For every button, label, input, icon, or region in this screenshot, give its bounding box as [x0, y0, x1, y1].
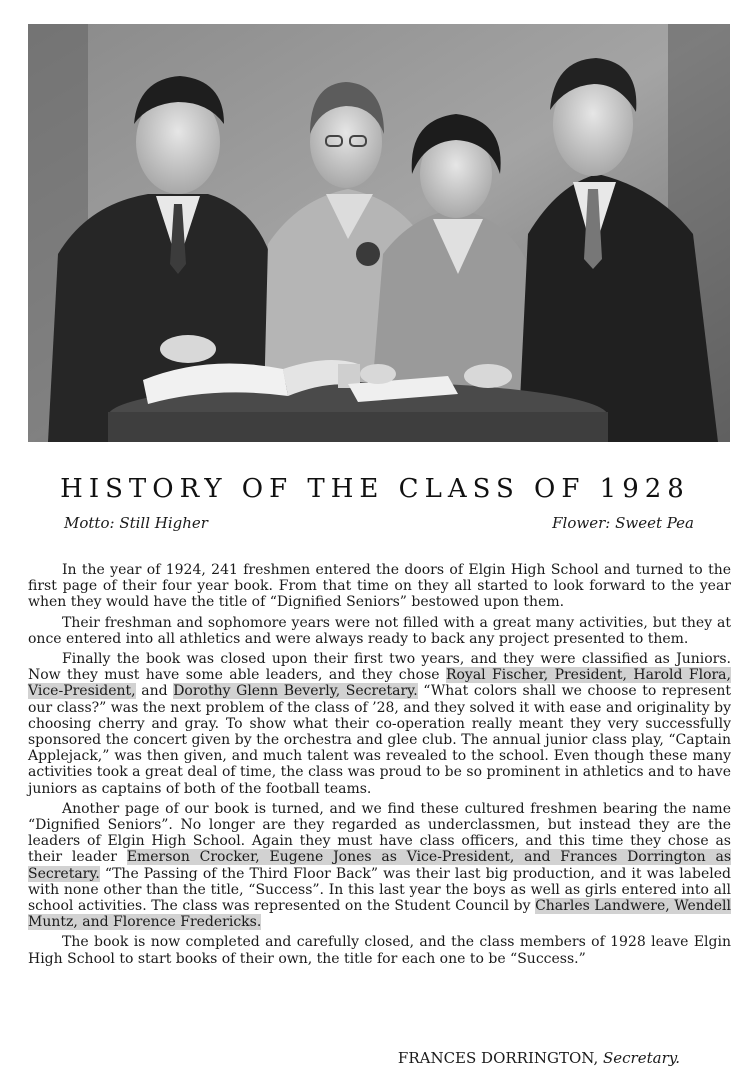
- motto-label: Motto:: [64, 514, 115, 532]
- paragraph-3: [28, 651, 731, 797]
- motto: [64, 514, 208, 532]
- flower-label: Flower:: [552, 514, 611, 532]
- paragraph-3-text-a: Finally the book was closed upon their first two years, and they were classified as Juniors. Now they must have some able leaders, and they chose: [28, 651, 731, 684]
- signature-name: FRANCES DORRINGTON,: [397, 1049, 599, 1067]
- page-title: HISTORY OF THE CLASS OF 1928: [60, 474, 690, 504]
- junior-secretary-highlight: Dorothy Glenn Beverly, Secretary.: [173, 683, 418, 700]
- paragraph-1: In the year of 1924, 241 freshmen entered the doors of Elgin High School and turned to the first page of their four year book. From that time on they all started to look forward to the year when they would have the title of “Dignified Seniors” bestowed upon them.: [28, 562, 731, 611]
- junior-officers-highlight: Royal Fischer, President, Harold Flora, Vice-President,: [28, 667, 731, 700]
- motto-value: Still Higher: [119, 514, 208, 532]
- paragraph-4-text-a: Another page of our book is turned, and we find these cultured freshmen bearing the name “Dignified Seniors”. No longer are they regarded as underclassmen, but instead they are the leaders of Elgin High School. Again they must have class officers, and this time they chose as their leader: [28, 800, 731, 866]
- class-officers-photo: [28, 24, 730, 442]
- paragraph-5: The book is now completed and carefully closed, and the class members of 1928 leave Elgin High School to start books of their own, the title for each one to be “Success.”: [28, 934, 731, 967]
- student-council-highlight: Charles Landwere, Wendell Muntz, and Florence Fredericks.: [28, 898, 731, 931]
- paragraph-4: [28, 801, 731, 931]
- paragraph-3-text-b: and: [135, 683, 174, 700]
- history-body: [28, 562, 731, 971]
- signature-title: Secretary.: [603, 1049, 680, 1067]
- photo-illustration: [28, 24, 730, 442]
- paragraph-2: Their freshman and sophomore years were not filled with a great many activities, but they at once entered into all athletics and were always ready to back any project presented to them.: [28, 614, 731, 647]
- senior-officers-highlight: Emerson Crocker, Eugene Jones as Vice-President, and Frances Dorrington as Secretary.: [28, 849, 732, 882]
- paragraph-4-text-b: “The Passing of the Third Floor Back” was their last big production, and it was labeled with none other than the title, “Success”. In this last year the boys as well as girls entered into all school activities. The class was represented on the Student Council by: [28, 865, 731, 915]
- signature: [398, 1049, 680, 1067]
- flower-value: Sweet Pea: [615, 514, 694, 532]
- paragraph-3-text-c: “What colors shall we choose to represent our class?” was the next problem of the class of ’28, and they solved it with ease and originality by choosing cherry and gray. To show what their co-operation really meant they very successfully sponsored the concert given by the orchestra and glee club. The annual junior class play, “Captain Applejack,” was then given, and much talent was revealed to the school. Even though these many activities took a great deal of time, the class was proud to be so prominent in athletics and to have juniors as captains of both of the football teams.: [28, 683, 732, 797]
- flower: [552, 514, 694, 532]
